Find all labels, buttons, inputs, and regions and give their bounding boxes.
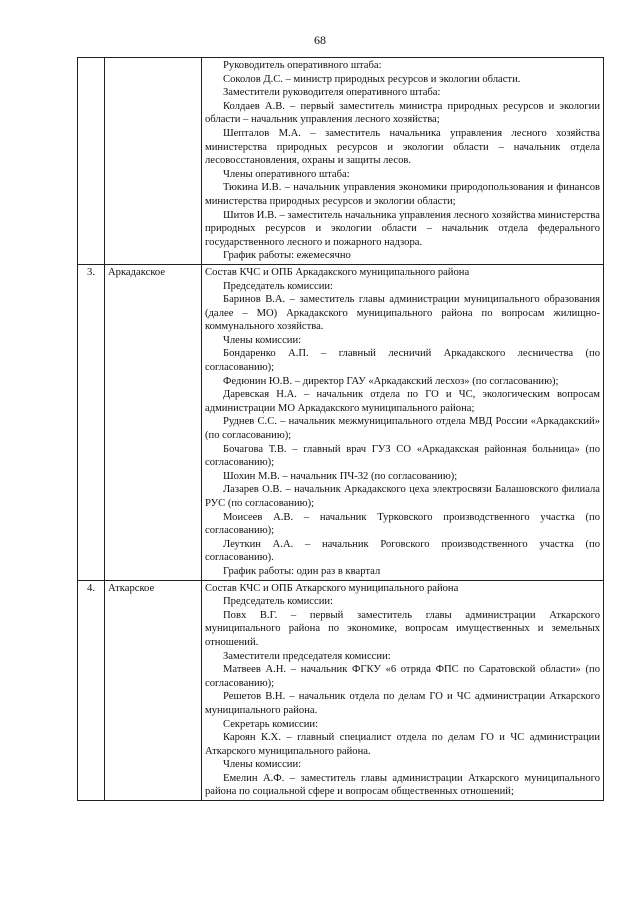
composition-paragraph: Члены комиссии: (223, 334, 302, 346)
composition-paragraph: Шепталов М.А. – заместитель начальника управления лесного хозяйства министерства природных ресурсов и экологии области – начальник отдела лесовосстановления, охраны и защиты лесов. (205, 127, 600, 167)
commission-table (77, 57, 604, 801)
composition-paragraph: Члены комиссии: (223, 759, 302, 771)
district-name (105, 58, 202, 265)
row-number: 3. (78, 264, 105, 580)
composition-paragraph: Колдаев А.В. – первый заместитель министра природных ресурсов и экологии области – начальник управления лесного хозяйства; (205, 100, 600, 126)
table-row (78, 58, 604, 265)
composition-paragraph: Состав КЧС и ОПБ Аткарского муниципального района (205, 582, 459, 594)
composition-paragraph: Председатель комиссии: (223, 280, 333, 292)
composition-paragraph: Руководитель оперативного штаба: (223, 60, 382, 71)
composition-paragraph: Леуткин А.А. – начальник Роговского производственного участка (по согласованию). (205, 538, 600, 564)
composition-paragraph: Руднев С.С. – начальник межмуниципального отдела МВД России «Аркадакский» (по согласованию); (205, 416, 600, 442)
commission-composition (202, 580, 604, 801)
composition-paragraph: Председатель комиссии: (223, 596, 333, 608)
composition-paragraph: График работы: один раз в квартал (223, 565, 381, 577)
composition-paragraph: Заместители руководителя оперативного штаба: (223, 87, 441, 99)
commission-composition (202, 264, 604, 580)
composition-paragraph: Даревская Н.А. – начальник отдела по ГО и ЧС, экологическим вопросам администрации МО Аркадакского муниципального района; (205, 389, 600, 414)
table-row (78, 264, 604, 580)
table-row (78, 580, 604, 801)
composition-paragraph: Соколов Д.С. – министр природных ресурсов и экологии области. (223, 73, 521, 85)
composition-paragraph: Шохин М.В. – начальник ПЧ-32 (по согласованию); (223, 470, 458, 482)
composition-paragraph: Состав КЧС и ОПБ Аркадакского муниципального района (205, 266, 470, 278)
commission-composition (202, 58, 604, 265)
page-number: 68 (314, 33, 326, 47)
composition-paragraph: Емелин А.Ф. – заместитель главы администрации Аткарского муниципального района по социальной сфере и вопросам общественных отношений; (205, 772, 600, 798)
commission-table-body (78, 58, 604, 801)
composition-paragraph: Тюкина И.В. – начальник управления экономики природопользования и финансов министерства природных ресурсов и экологии области; (205, 182, 600, 207)
composition-paragraph: Заместители председателя комиссии: (223, 650, 391, 662)
district-name: Аркадакское (105, 264, 202, 580)
row-number (78, 58, 105, 265)
composition-paragraph: Шитов И.В. – заместитель начальника управления лесного хозяйства министерства природных ресурсов и экологии области – начальник отдела федерального государственного лесного и пожарного надзора. (205, 209, 600, 248)
composition-paragraph: Члены оперативного штаба: (223, 168, 350, 180)
composition-paragraph: Повх В.Г. – первый заместитель главы администрации Аткарского муниципального района по экономике, вопросам имущественных и земельных отношений. (205, 609, 600, 648)
composition-paragraph: Решетов В.Н. – начальник отдела по делам ГО и ЧС администрации Аткарского муниципального района. (205, 691, 600, 716)
composition-paragraph: Моисеев А.В. – начальник Турковского производственного участка (по согласованию); (205, 511, 600, 537)
composition-paragraph: График работы: ежемесячно (223, 250, 351, 262)
composition-paragraph: Баринов В.А. – заместитель главы администрации муниципального образования (далее – МО) Аркадакского муниципального района по вопросам жилищно-коммунального хозяйства. (205, 294, 600, 333)
composition-paragraph: Бочагова Т.В. – главный врач ГУЗ СО «Аркадакская районная больница» (по согласованию); (205, 443, 600, 469)
composition-paragraph: Бондаренко А.П. – главный лесничий Аркадакского лесничества (по согласованию); (205, 348, 600, 374)
composition-paragraph: Матвеев А.Н. – начальник ФГКУ «6 отряда ФПС по Саратовской области» (по согласованию); (205, 664, 600, 689)
composition-paragraph: Федюнин Ю.В. – директор ГАУ «Аркадакский лесхоз» (по согласованию); (223, 375, 559, 387)
row-number: 4. (78, 580, 105, 801)
composition-paragraph: Секретарь комиссии: (223, 718, 319, 730)
composition-paragraph: Лазарев О.В. – начальник Аркадакского цеха электросвязи Балашовского филиала РУС (по согласованию); (205, 484, 600, 509)
composition-paragraph: Кароян К.Х. – главный специалист отдела по делам ГО и ЧС администрации Аткарского муниципального района. (205, 732, 600, 757)
district-name: Аткарское (105, 580, 202, 801)
